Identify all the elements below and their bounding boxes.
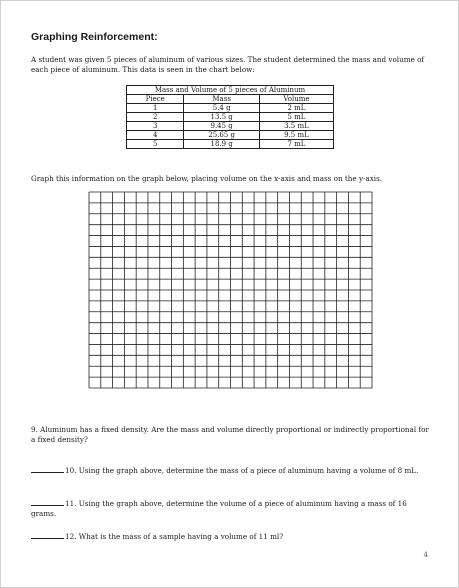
graph-grid-svg bbox=[88, 191, 373, 389]
table-cell: 13.5 g bbox=[184, 113, 259, 122]
table-row bbox=[127, 113, 334, 122]
question-text: Using the graph above, determine the volume of a piece of aluminum having a mass of 16 grams. bbox=[31, 499, 407, 518]
question-10 bbox=[31, 465, 431, 476]
question-number: 12. bbox=[65, 532, 77, 541]
table-header-mass: Mass bbox=[184, 95, 259, 104]
table-cell: 3 bbox=[127, 122, 184, 131]
table-cell: 5 bbox=[127, 140, 184, 149]
question-number: 9. bbox=[31, 425, 38, 434]
question-number: 10. bbox=[65, 466, 77, 475]
graph-grid[interactable] bbox=[88, 191, 373, 389]
question-number: 11. bbox=[65, 499, 77, 508]
table-cell: 18.9 g bbox=[184, 140, 259, 149]
table-cell: 2 mL bbox=[259, 104, 333, 113]
table-cell: 5.4 g bbox=[184, 104, 259, 113]
page-title: Graphing Reinforcement: bbox=[31, 31, 158, 43]
table-row bbox=[127, 140, 334, 149]
question-text: Aluminum has a fixed density. Are the mass and volume directly proportional or indirectly proportional for a fixed density? bbox=[31, 425, 429, 444]
table-header-volume: Volume bbox=[259, 95, 333, 104]
table-cell: 3.5 mL bbox=[259, 122, 333, 131]
table-cell: 5 mL bbox=[259, 113, 333, 122]
answer-blank[interactable] bbox=[31, 465, 64, 473]
table-row bbox=[127, 131, 334, 140]
table-row bbox=[127, 104, 334, 113]
table-cell: 9.5 mL bbox=[259, 131, 333, 140]
question-text: What is the mass of a sample having a volume of 11 ml? bbox=[78, 532, 284, 541]
intro-paragraph: A student was given 5 pieces of aluminum of various sizes. The student determined the mass and volume of each piece of aluminum. This data is seen in the chart below: bbox=[31, 55, 425, 74]
table-row bbox=[127, 122, 334, 131]
table-header-piece: Piece bbox=[127, 95, 184, 104]
table-caption: Mass and Volume of 5 pieces of Aluminum bbox=[127, 86, 334, 95]
table-cell: 9.45 g bbox=[184, 122, 259, 131]
question-11 bbox=[31, 498, 431, 518]
table-cell: 7 mL bbox=[259, 140, 333, 149]
data-table bbox=[126, 85, 334, 149]
table-cell: 1 bbox=[127, 104, 184, 113]
table-cell: 25.65 g bbox=[184, 131, 259, 140]
table-cell: 2 bbox=[127, 113, 184, 122]
answer-blank[interactable] bbox=[31, 498, 64, 506]
question-9 bbox=[31, 425, 431, 444]
answer-blank[interactable] bbox=[31, 531, 64, 539]
table-cell: 4 bbox=[127, 131, 184, 140]
question-text: Using the graph above, determine the mass of a piece of aluminum having a volume of 8 mL. bbox=[78, 466, 419, 475]
page-number: 4 bbox=[423, 551, 428, 559]
graph-instruction: Graph this information on the graph below, placing volume on the x-axis and mass on the y-axis. bbox=[31, 174, 383, 183]
question-12 bbox=[31, 531, 431, 542]
